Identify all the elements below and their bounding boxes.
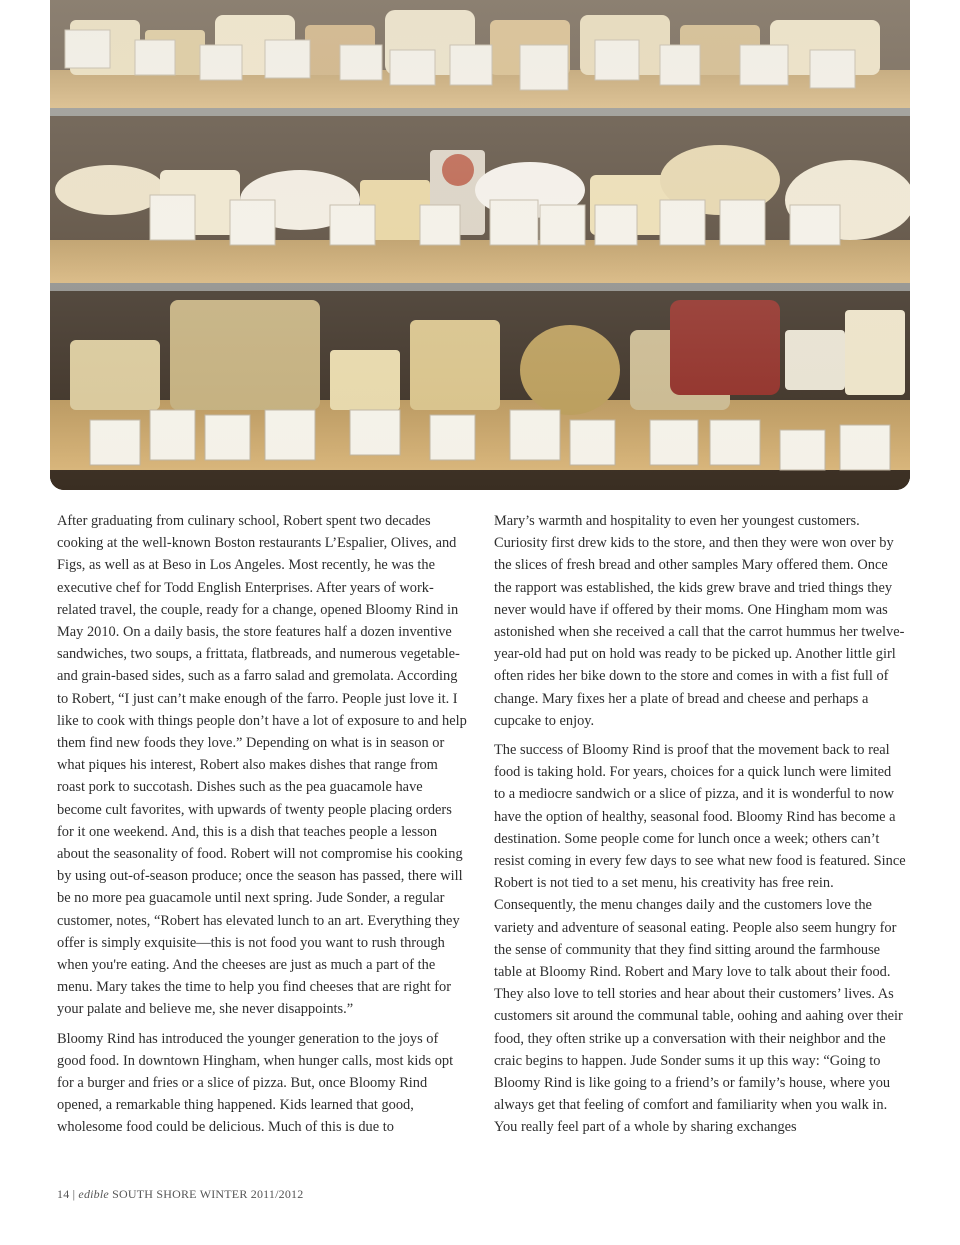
cheese-case-photo [50, 0, 910, 490]
paragraph: Bloomy Rind has introduced the younger generation to the joys of good food. In downtown Hingham, when hunger calls, most kids opt for a burger and fries or a slice of pizza. But, once Bloomy Rind opened, a remarkable thing happened. Kids learned that good, wholesome food could be delicious. Much of this is due to [57, 1030, 454, 1136]
magazine-name-italic: edible [78, 1187, 109, 1201]
issue-date: WINTER 2011/2012 [199, 1187, 304, 1201]
footer-separator: | [72, 1187, 76, 1201]
page-number: 14 [57, 1187, 70, 1201]
page-footer [57, 1187, 303, 1202]
paragraph: The success of Bloomy Rind is proof that the movement back to real food is taking hold. For years, choices for a quick lunch were limited to a mediocre sandwich or a slice of pizza, and it is wonderful to now have the option of healthy, seasonal food. Bloomy Rind has become a destination. Some people come for lunch once a week; others can’t resist coming in every few days to see what new food is featured. Since Robert is not tied to a set menu, his creativity has free rein. Consequently, the menu changes daily and the customers love the variety and adventure of seasonal eating. People also seem hungry for the sense of community that they find sitting around the farmhouse table at Bloomy Rind. Robert and Mary love to talk about their food. They also love to tell stories and hear about their customers’ lives. As customers sit around the communal table, oohing and aahing over their food, they often strike up a conversation with their neighbor and the craic begins to happen. Jude Sonder sums it up this way: “Going to Bloomy Rind is like going to a friend’s or family’s house, where you always get that feeling of comfort and familiarity when you walk in. You really feel part of a whole by sharing exchanges [494, 742, 906, 1136]
paragraph: After graduating from culinary school, Robert spent two decades cooking at the well-known Boston restaurants L’Espalier, Olives, and Figs, as well as at Beso in Los Angeles. Most recently, he was the executive chef for Todd English Enterprises. After years of work-related travel, the couple, ready for a change, opened Bloomy Rind in May 2010. On a daily basis, the store features half a dozen inventive sandwiches, two soups, a frittata, flatbreads, and numerous vegetable- and grain-based sides, such as a farro salad and gremolata. According to Robert, “I just can’t make enough of the farro. People just love it. I like to cook with things people don’t have a lot of exposure to and help them find new foods they love.” Depending on what is in season or what piques his interest, Robert also makes dishes that range from roast pork to succotash. Dishes such as the pea guacamole have become cult favorites, with upwards of twenty people placing orders for it one weekend. And, this is a dish that teaches people a lesson about the seasonality of food. Robert will not compromise his cooking by using out-of-season produce; once the season has passed, there will be no more pea guacamole until next spring. Jude Sonder, a regular customer, notes, “Robert has elevated lunch to an art. Everything they offer is simply exquisite—this is not food you want to rush through when you're eating. And the cheeses are just as much a part of the menu. Mary takes the time to help you find cheeses that are right for your palate and believe me, she never disappoints.” [57, 513, 467, 1018]
magazine-name: SOUTH SHORE [112, 1187, 197, 1201]
cheese-display-illustration [50, 0, 910, 490]
paragraph: Mary’s warmth and hospitality to even her youngest customers. Curiosity first drew kids to the store, and then they were won over by the slices of fresh bread and other samples Mary offered them. Once the rapport was established, the kids grew brave and tried things they never would have if offered by their moms. One Hingham mom was astonished when she received a call that the carrot hummus her twelve-year-old had put on hold was ready to be picked up. Another little girl often rides her bike down to the store and comes in with a fist full of change. Mary fixes her a plate of bread and cheese and perhaps a cupcake to enjoy. [494, 513, 905, 729]
article-left-column [57, 510, 467, 1146]
article-right-column [494, 510, 906, 1146]
